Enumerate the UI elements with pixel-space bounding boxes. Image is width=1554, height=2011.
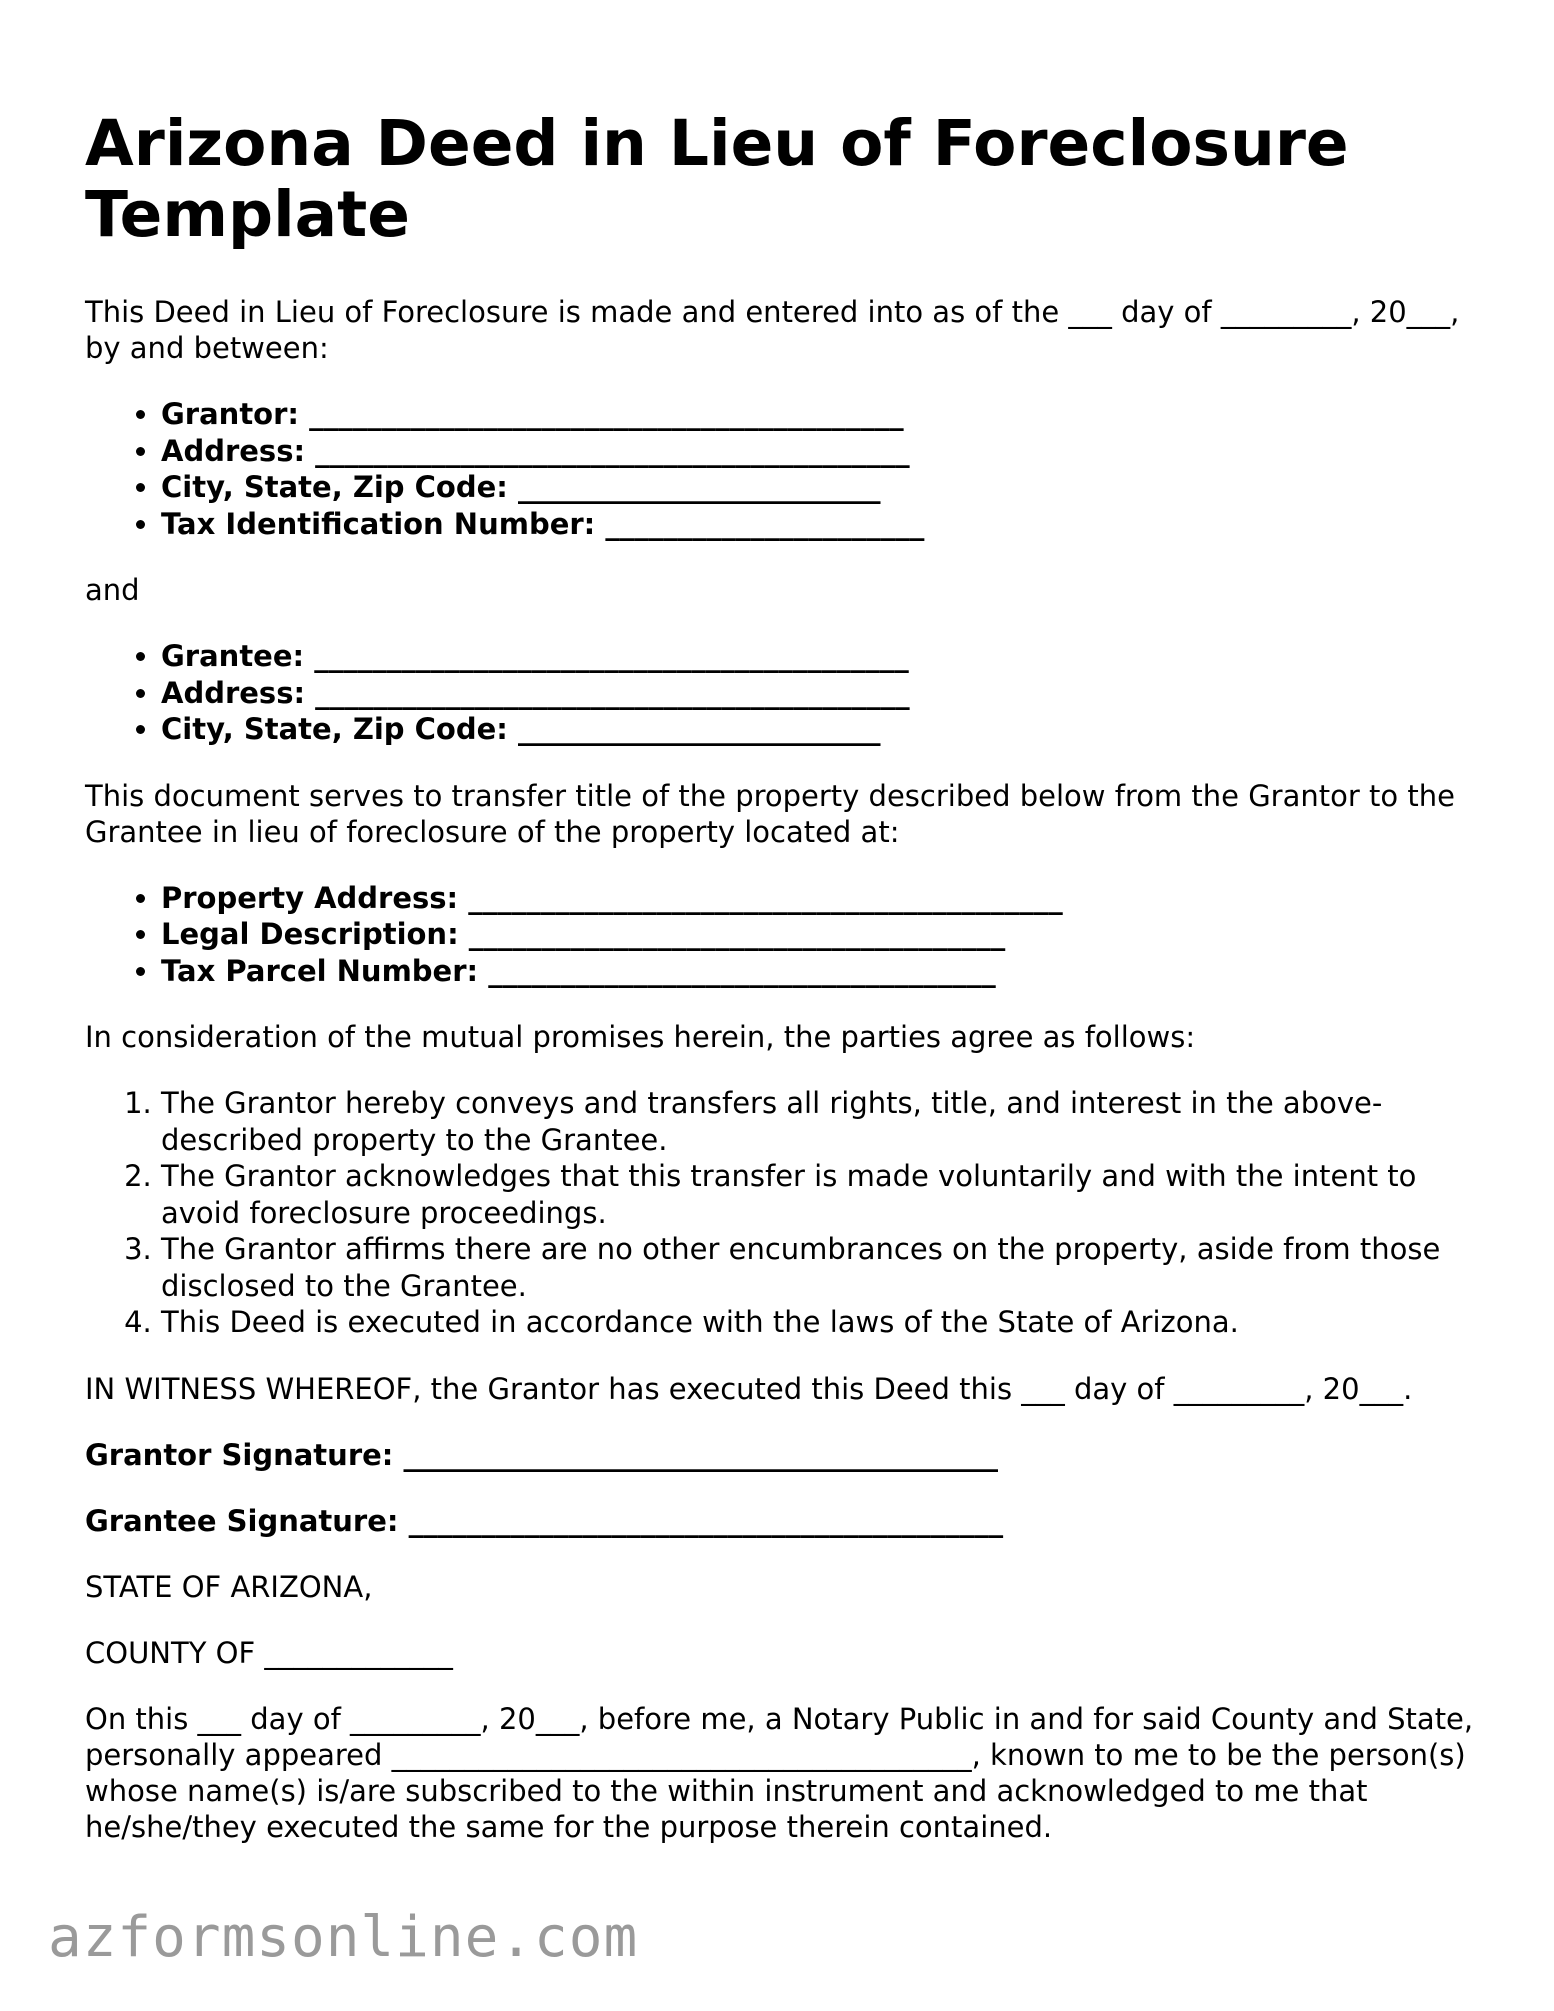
term-item: 3. The Grantor affirms there are no other encumbrances on the property, aside from those disclosed to the Grantee. xyxy=(161,1231,1475,1304)
grantor-name-field: • Grantor: _________________________________________ xyxy=(161,396,1475,433)
transfer-paragraph: This document serves to transfer title of the property described below from the Grantor to the Grantee in lieu of foreclosure of the property located at: xyxy=(85,778,1455,849)
term-item: 2. The Grantor acknowledges that this transfer is made voluntarily and with the intent to avoid foreclosure proceedings. xyxy=(161,1158,1475,1231)
property-fields-list xyxy=(85,880,1475,990)
grantor-signature-line: Grantor Signature: _________________________________________ xyxy=(85,1437,998,1472)
grantee-name-field: • Grantee: _________________________________________ xyxy=(161,638,1475,675)
property-address-field: • Property Address: _________________________________________ xyxy=(161,880,1475,917)
and-text: and xyxy=(85,573,140,607)
terms-list xyxy=(85,1085,1475,1341)
watermark-text: azformsonline.com xyxy=(48,1905,639,1970)
notary-paragraph: On this ___ day of _________, 20___, before me, a Notary Public in and for said County and State, personally appeared ________________________________________, known to me to be the person(s) whose name(s) is/are subscribed to the within instrument and acknowledged to me that he/she/they executed the same for the purpose therein contained. xyxy=(85,1701,1474,1844)
county-line: COUNTY OF _____________ xyxy=(85,1635,453,1670)
legal-description-field: • Legal Description: _____________________________________ xyxy=(161,916,1475,953)
grantor-tax-id-field: • Tax Identification Number: ______________________ xyxy=(161,506,1475,543)
grantor-address-field: • Address: _________________________________________ xyxy=(161,433,1475,470)
grantee-city-state-zip-field: • City, State, Zip Code: _________________________ xyxy=(161,711,1475,748)
consideration-paragraph: In consideration of the mutual promises herein, the parties agree as follows: xyxy=(85,1020,1196,1054)
state-line: STATE OF ARIZONA, xyxy=(85,1569,373,1604)
page-title: Arizona Deed in Lieu of Foreclosure Template xyxy=(85,107,1349,251)
grantee-fields-list xyxy=(85,638,1475,748)
term-item: 4. This Deed is executed in accordance with the laws of the State of Arizona. xyxy=(161,1304,1475,1341)
tax-parcel-number-field: • Tax Parcel Number: ___________________________________ xyxy=(161,953,1475,990)
intro-paragraph: This Deed in Lieu of Foreclosure is made and entered into as of the ___ day of _________, 20___, by and between: xyxy=(85,295,1460,365)
witness-paragraph: IN WITNESS WHEREOF, the Grantor has executed this Deed this ___ day of _________, 20___. xyxy=(85,1371,1413,1406)
grantee-address-field: • Address: _________________________________________ xyxy=(161,675,1475,712)
grantee-signature-line: Grantee Signature: _________________________________________ xyxy=(85,1503,1004,1538)
document-page xyxy=(85,108,1475,1845)
term-item: 1. The Grantor hereby conveys and transfers all rights, title, and interest in the above-described property to the Grantee. xyxy=(161,1085,1475,1158)
grantor-fields-list xyxy=(85,396,1475,542)
grantor-city-state-zip-field: • City, State, Zip Code: _________________________ xyxy=(161,469,1475,506)
